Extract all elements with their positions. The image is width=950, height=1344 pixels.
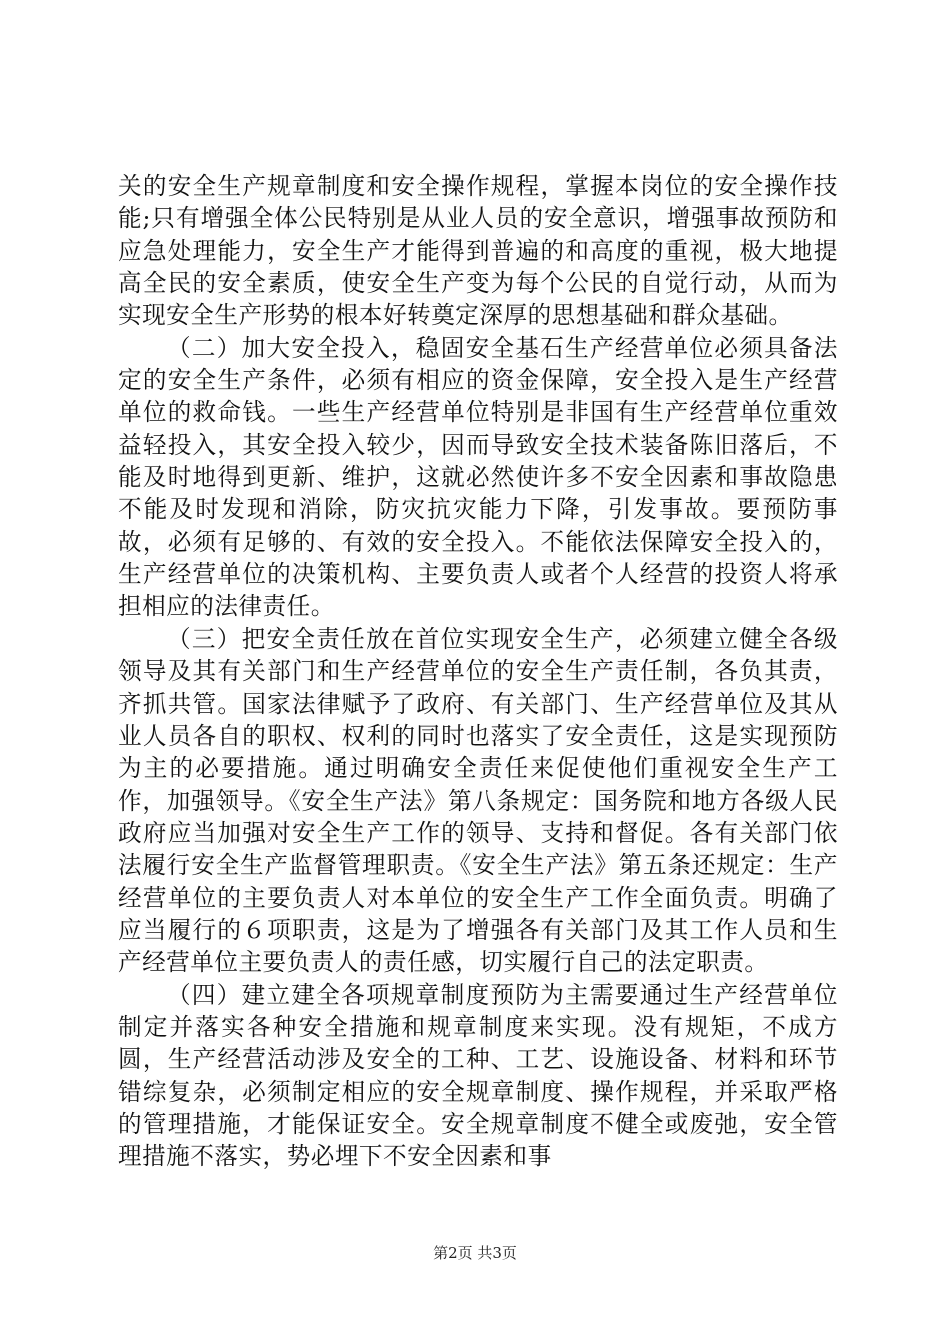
paragraph-3: （三）把安全责任放在首位实现安全生产，必须建立健全各级领导及其有关部门和生产经营单位的安全生产责任制，各负其责，齐抓共管。国家法律赋予了政府、有关部门、生产经营单位及其从业人员各自的职权、权利的同时也落实了安全责任，这是实现预防为主的必要措施。通过明确安全责任来促使他们重视安全生产工作，加强领导。《安全生产法》第八条规定：国务院和地方各级人民政府应当加强对安全生产工作的领导、支持和督促。各有关部门依法履行安全生产监督管理职责。《安全生产法》第五条还规定：生产经营单位的主要负责人对本单位的安全生产工作全面负责。明确了应当履行的６项职责，这是为了增强各有关部门及其工作人员和生产经营单位主要负责人的责任感，切实履行自己的法定职责。 [118, 624, 838, 977]
paragraph-1: 关的安全生产规章制度和安全操作规程，掌握本岗位的安全操作技能;只有增强全体公民特别是从业人员的安全意识，增强事故预防和应急处理能力，安全生产才能得到普遍的和高度的重视，极大地提高全民的安全素质，使安全生产变为每个公民的自觉行动，从而为实现安全生产形势的根本好转奠定深厚的思想基础和群众基础。 [118, 172, 838, 330]
body-text [118, 170, 838, 1173]
paragraph-4: （四）建立建全各项规章制度预防为主需要通过生产经营单位制定并落实各种安全措施和规章制度来实现。没有规矩，不成方圆，生产经营活动涉及安全的工种、工艺、设施设备、材料和环节错综复杂，必须制定相应的安全规章制度、操作规程，并采取严格的管理措施，才能保证安全。安全规章制度不健全或废弛，安全管理措施不落实，势必埋下不安全因素和事 [118, 980, 838, 1171]
paragraph-2: （二）加大安全投入，稳固安全基石生产经营单位必须具备法定的安全生产条件，必须有相应的资金保障，安全投入是生产经营单位的救命钱。一些生产经营单位特别是非国有生产经营单位重效益轻投入，其安全投入较少，因而导致安全技术装备陈旧落后，不能及时地得到更新、维护，这就必然使许多不安全因素和事故隐患不能及时发现和消除，防灾抗灾能力下降，引发事故。要预防事故，必须有足够的、有效的安全投入。不能依法保障安全投入的，生产经营单位的决策机构、主要负责人或者个人经营的投资人将承担相应的法律责任。 [118, 333, 838, 621]
page-footer: 第2页 共3页 [433, 1244, 517, 1262]
